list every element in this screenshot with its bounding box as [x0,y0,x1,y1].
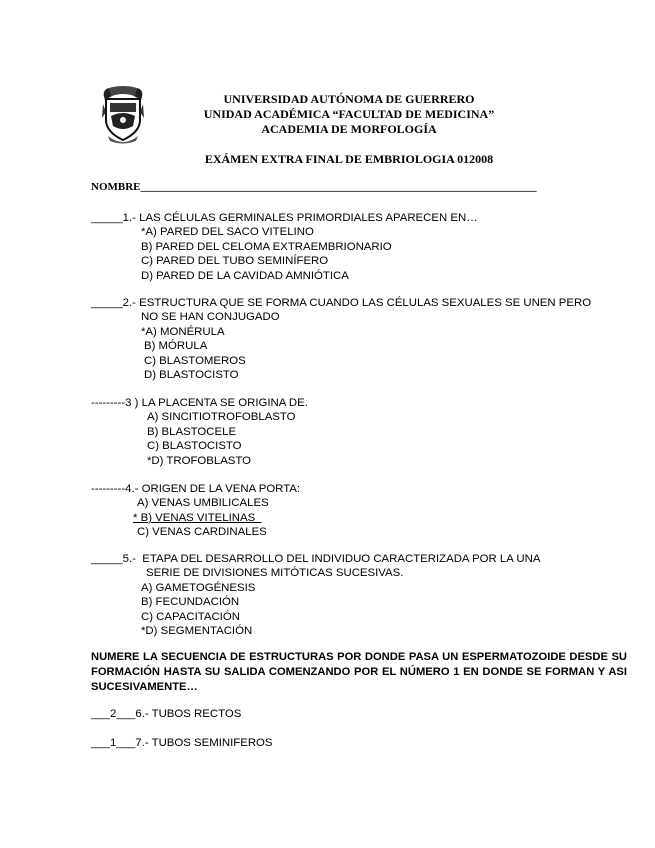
question-4-option: C) VENAS CARDINALES [137,526,267,539]
question-2 [91,296,591,382]
question-2-option: C) BLASTOMEROS [144,354,246,367]
sequence-item-label: 7.- TUBOS SEMINIFEROS [135,737,273,749]
question-1-option: *A) PARED DEL SACO VITELINO [141,226,314,239]
answer-blank: ___ [91,737,111,749]
question-3 [91,396,308,468]
question-5-option: C) CAPACITACIÓN [141,610,240,623]
answer-blank: ___ [116,708,136,720]
question-2-option: D) BLASTOCISTO [144,369,239,382]
question-4 [91,482,300,540]
university-seal-logo [100,86,146,146]
question-2-number: _____2.- [91,297,140,309]
answer-value: 2 [110,708,117,720]
question-5-option: B) FECUNDACIÓN [141,596,240,609]
question-5-option: *D) SEGMENTACIÓN [141,625,253,638]
question-1 [91,211,478,283]
sequence-item-6 [91,708,241,720]
answer-blank: ___ [116,737,136,749]
question-4-option: A) VENAS UMBILICALES [137,497,269,510]
question-5-text: ETAPA DEL DESARROLLO DEL INDIVIDUO CARACTERIZADA POR LA UNA [142,553,541,565]
question-1-number: _____1.- [91,212,140,224]
answer-value: 1 [110,737,117,749]
sequence-item-7 [91,737,273,749]
academic-unit: UNIDAD ACADÉMICA “FACULTAD DE MEDICINA” [203,107,495,121]
name-field [91,181,537,193]
question-5-option: A) GAMETOGÉNESIS [141,581,256,594]
answer-blank: ___ [91,708,111,720]
question-1-option: D) PARED DE LA CAVIDAD AMNIÓTICA [141,269,349,282]
question-5-text-continued: SERIE DE DIVISIONES MITÓTICAS SUCESIVAS. [146,567,404,580]
question-3-option: A) SINCITIOTROFOBLASTO [147,411,296,424]
question-2-option: B) MÓRULA [144,340,208,353]
question-5-number: _____5.- [91,553,143,565]
question-4-text: ORIGEN DE LA VENA PORTA: [141,483,301,495]
sequence-instruction: NUMERE LA SECUENCIA DE ESTRUCTURAS POR DONDE PASA UN ESPERMATOZOIDE DESDE SU FORMACIÓN HASTA SU SALIDA COMENZANDO POR EL NÚMERO 1 EN DONDE SE FORMAN Y ASI SUCESIVAMENTE… [91,651,627,693]
question-1-option: B) PARED DEL CELOMA EXTRAEMBRIONARIO [141,240,392,253]
question-3-text: LA PLACENTA SE ORIGINA DE. [141,397,308,409]
question-3-option: C) BLASTOCISTO [147,440,242,453]
question-3-option: B) BLASTOCELE [147,425,237,438]
sequence-item-label: 6.- TUBOS RECTOS [135,708,242,720]
question-2-option: *A) MONÉRULA [141,325,225,338]
name-label: NOMBRE [91,181,141,193]
exam-title: EXÁMEN EXTRA FINAL DE EMBRIOLOGIA 012008 [204,152,494,166]
question-2-text-continued: NO SE HAN CONJUGADO [141,311,280,324]
question-3-option: *D) TROFOBLASTO [147,454,252,467]
question-1-option: C) PARED DEL TUBO SEMINÍFERO [141,255,329,268]
question-2-text: ESTRUCTURA QUE SE FORMA CUANDO LAS CÉLULAS SEXUALES SE UNEN PERO [139,297,592,309]
university-name: UNIVERSIDAD AUTÓNOMA DE GUERRERO [223,92,475,106]
question-4-option-correct: * B) VENAS VITELINAS [133,511,262,524]
name-line: ________________________________________________________________________ [140,181,537,193]
question-5 [91,552,540,638]
question-3-number: ---------3 ) [91,397,142,409]
question-1-text: LAS CÉLULAS GERMINALES PRIMORDIALES APARECEN EN… [139,212,478,224]
academy-name: ACADEMIA DE MORFOLOGÍA [261,122,437,136]
question-4-number: ---------4.- [91,483,142,495]
